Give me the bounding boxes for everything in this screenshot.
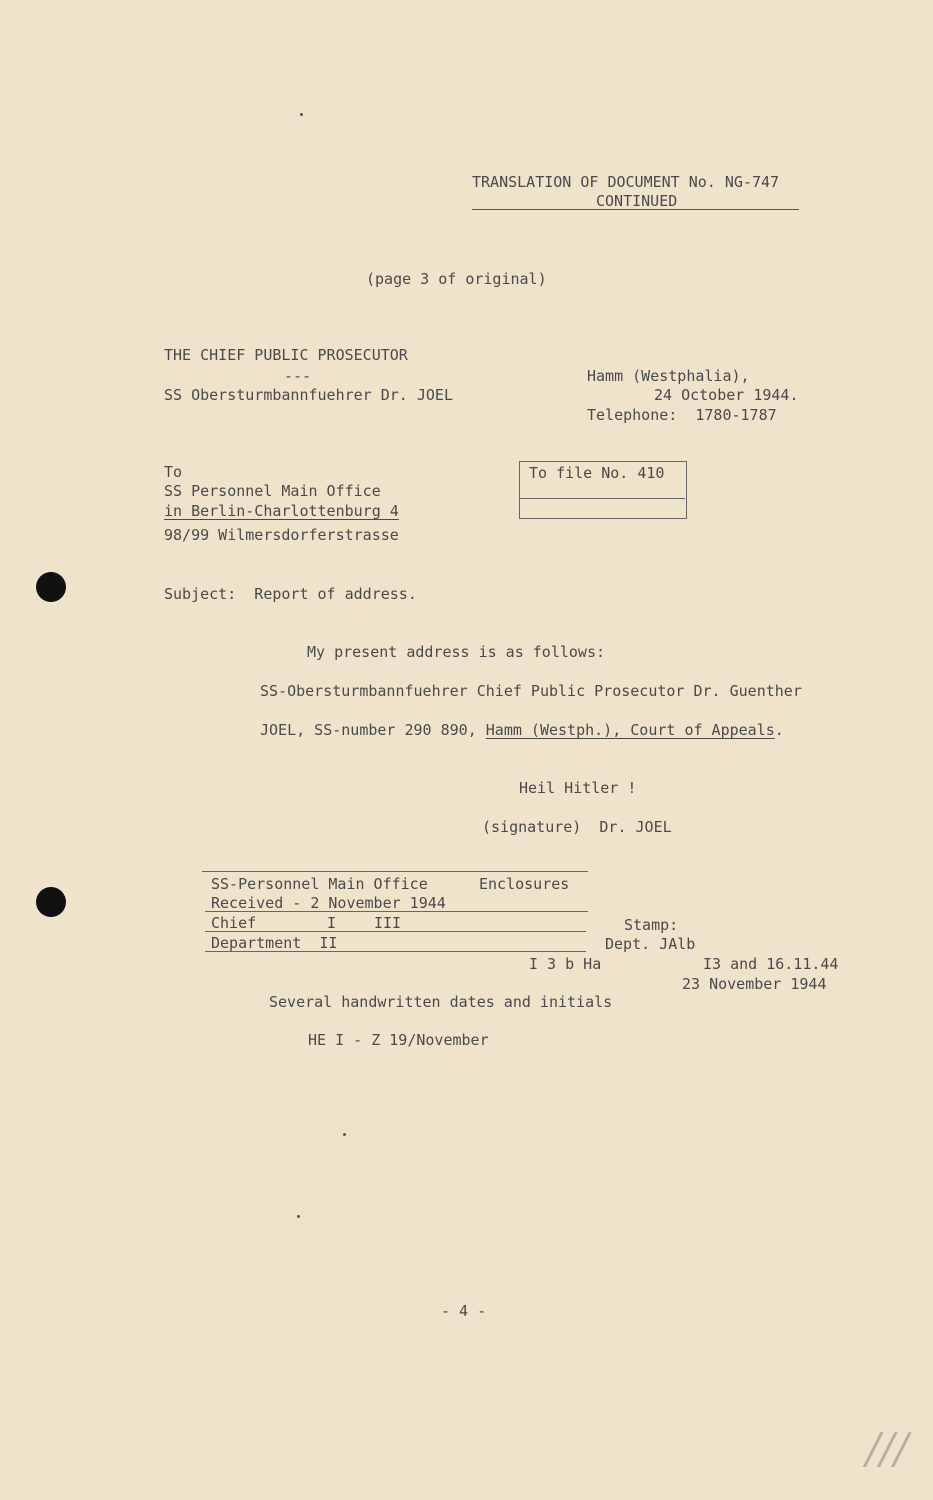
body-line-1: My present address is as follows:: [307, 643, 606, 661]
receipt-office: SS-Personnel Main Office: [211, 875, 428, 893]
file-number-label: To file No. 410: [529, 464, 665, 482]
body-line-3-end: .: [774, 721, 784, 739]
receipt-ref: I 3 b Ha: [529, 955, 602, 973]
place: Hamm (Westphalia),: [587, 367, 750, 385]
receipt-department: Department II: [211, 934, 338, 952]
page-note: (page 3 of original): [366, 270, 547, 288]
document-continued: CONTINUED: [596, 192, 678, 210]
recipient-to: To: [164, 463, 183, 481]
telephone: Telephone: 1780-1787: [587, 406, 777, 424]
date: 24 October 1944.: [654, 386, 799, 404]
document-title: TRANSLATION OF DOCUMENT No. NG-747: [472, 173, 780, 191]
body-line-2: SS-Obersturmbannfuehrer Chief Public Prosecutor Dr. Guenther: [260, 682, 802, 700]
receipt-enclosures: Enclosures: [479, 875, 570, 893]
paper-speck: [297, 1215, 300, 1218]
receipt-stamp-top-rule: [202, 871, 588, 872]
subject-line: Subject: Report of address.: [164, 585, 417, 603]
receipt-chief-iii: III: [374, 914, 402, 932]
sender-dashes: ---: [284, 367, 312, 385]
receipt-rule-3: [205, 951, 586, 952]
body-line-3-address: Hamm (Westph.), Court of Appeals: [485, 721, 775, 739]
receipt-chief-i: I: [327, 914, 337, 932]
recipient-city: in Berlin-Charlottenburg 4: [164, 502, 399, 520]
signature: (signature) Dr. JOEL: [482, 818, 672, 836]
sender-name: SS Obersturmbannfuehrer Dr. JOEL: [164, 386, 453, 404]
body-line-3: [260, 721, 784, 739]
punch-hole-top: [36, 572, 66, 602]
stamp-dept: Dept. JAlb: [605, 935, 696, 953]
file-box-divider: [519, 498, 685, 499]
paper-speck: [343, 1133, 346, 1136]
recipient-street: 98/99 Wilmersdorferstrasse: [164, 526, 399, 544]
recipient-office: SS Personnel Main Office: [164, 482, 381, 500]
stamp-dates-2: 23 November 1944: [682, 975, 827, 993]
header-underline: [472, 209, 799, 210]
paper-speck: [300, 113, 303, 116]
receipt-received: Received - 2 November 1944: [211, 894, 446, 912]
he-note: HE I - Z 19/November: [308, 1031, 489, 1049]
salute: Heil Hitler !: [519, 779, 637, 797]
sender-title: THE CHIEF PUBLIC PROSECUTOR: [164, 346, 408, 364]
stamp-dates-1: I3 and 16.11.44: [703, 955, 839, 973]
corner-handwritten-mark: ///: [866, 1424, 909, 1473]
receipt-rule-1: [205, 911, 588, 912]
punch-hole-bottom: [36, 887, 66, 917]
receipt-chief: Chief: [211, 914, 257, 932]
handwritten-note: Several handwritten dates and initials: [269, 993, 613, 1011]
receipt-rule-2: [205, 931, 586, 932]
body-line-3-start: JOEL, SS-number 290 890,: [260, 721, 486, 739]
stamp-label: Stamp:: [624, 916, 679, 934]
page-number: - 4 -: [441, 1302, 487, 1320]
